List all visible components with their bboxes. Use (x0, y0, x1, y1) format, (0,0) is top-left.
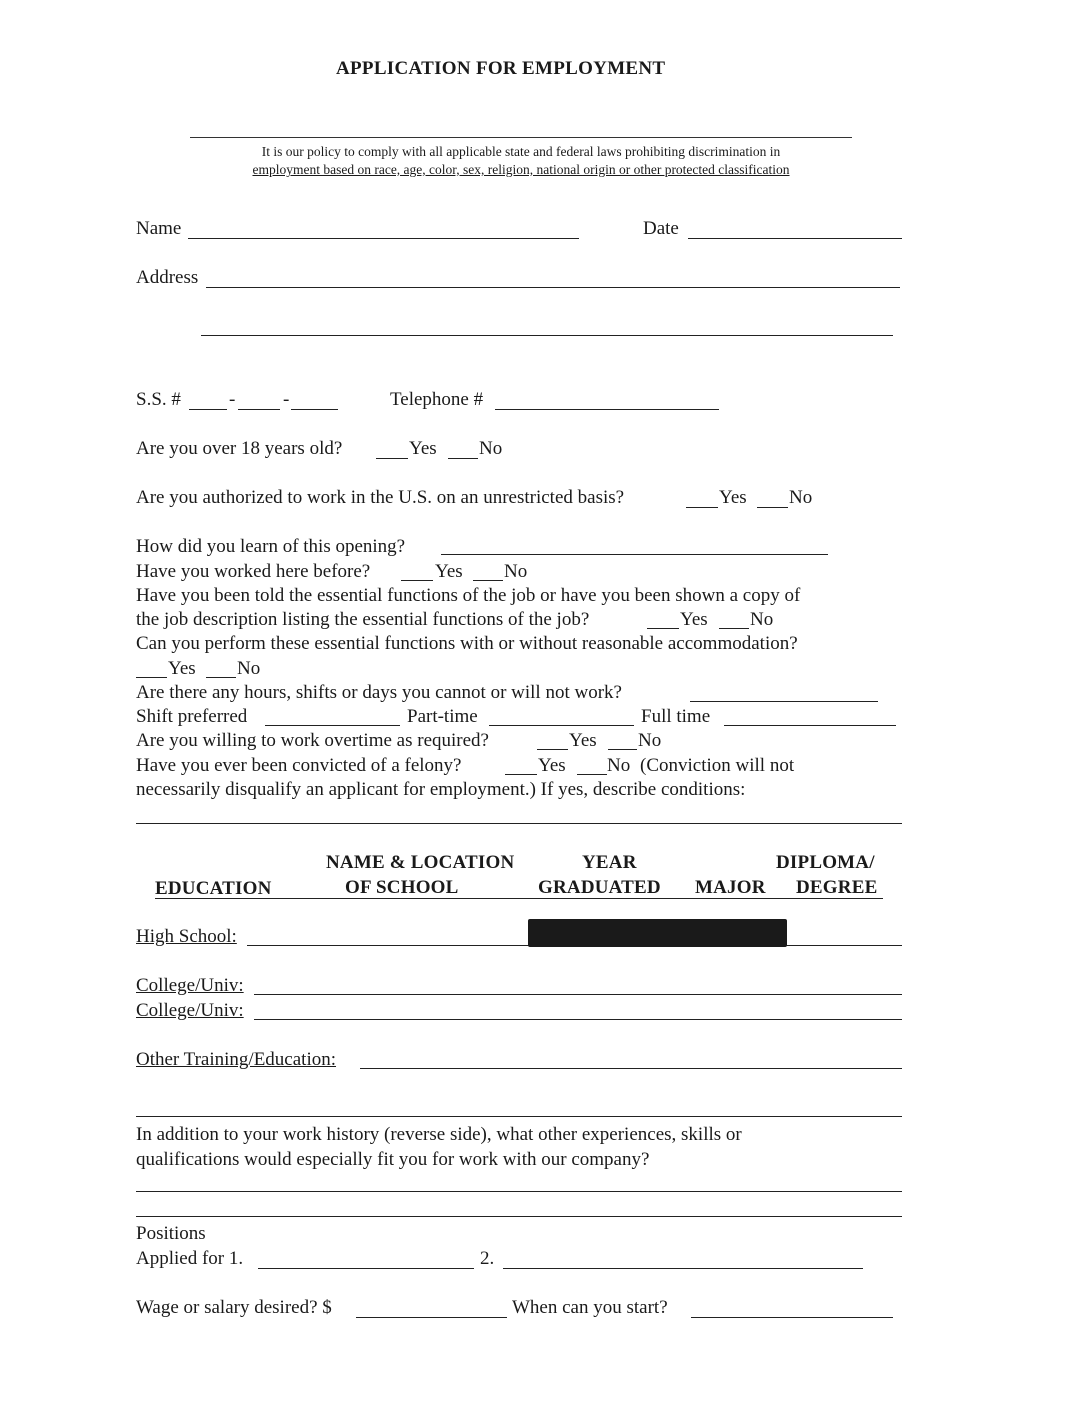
policy-statement (190, 143, 852, 179)
redaction-block (528, 919, 787, 947)
education-header-rule (155, 898, 883, 899)
told-yes-blank[interactable] (647, 628, 679, 629)
full-time-label: Full time (641, 706, 711, 727)
positions-label-line-1: Positions (136, 1223, 206, 1244)
col-header-year-line-1: YEAR (582, 852, 637, 873)
col-header-education: EDUCATION (155, 878, 272, 899)
authorized-no-blank[interactable] (757, 507, 788, 508)
shift-label: Shift preferred (136, 706, 248, 727)
positions-label-line-2: Applied for 1. (136, 1248, 244, 1269)
address-label: Address (136, 267, 199, 288)
over18-no-label: No (479, 438, 503, 459)
college-1-label: College/Univ: (136, 975, 244, 996)
address-field-line-2[interactable] (201, 335, 893, 336)
telephone-label: Telephone # (390, 389, 484, 410)
col-header-diploma-line-1: DIPLOMA/ (776, 852, 875, 873)
told-no-blank[interactable] (719, 628, 749, 629)
ss-field-part-1[interactable] (189, 409, 227, 410)
authorized-yes-label: Yes (719, 487, 747, 508)
worked-before-yes-blank[interactable] (401, 580, 433, 581)
date-field[interactable] (688, 238, 902, 239)
col-header-name-line-1: NAME & LOCATION (326, 852, 515, 873)
additional-field-line-1[interactable] (136, 1191, 902, 1192)
form-title: APPLICATION FOR EMPLOYMENT (336, 58, 666, 79)
felony-conditions-field[interactable] (136, 823, 902, 824)
position-1-field[interactable] (258, 1268, 474, 1269)
wage-label: Wage or salary desired? $ (136, 1297, 332, 1318)
perform-yes-label: Yes (168, 658, 196, 679)
authorized-yes-blank[interactable] (686, 507, 718, 508)
ss-dash-2: - (283, 389, 290, 410)
other-training-label: Other Training/Education: (136, 1049, 337, 1070)
policy-line-2: employment based on race, age, color, sex, religion, national origin or other protected classification (252, 162, 790, 177)
perform-no-blank[interactable] (206, 677, 236, 678)
part-time-field[interactable] (489, 725, 634, 726)
over18-question: Are you over 18 years old? (136, 438, 343, 459)
policy-line-1: It is our policy to comply with all applicable state and federal laws prohibiting discrimination in (261, 144, 781, 159)
worked-before-no-label: No (504, 561, 528, 582)
other-training-field-line-2[interactable] (136, 1116, 902, 1117)
col-header-major: MAJOR (695, 877, 766, 898)
other-training-field-line-1[interactable] (360, 1068, 902, 1069)
position-2-number: 2. (480, 1248, 495, 1269)
told-question-line-1: Have you been told the essential functions of the job or have you been shown a copy of (136, 585, 801, 606)
policy-top-rule (190, 137, 852, 138)
felony-no-label: No (607, 755, 631, 776)
col-header-diploma-line-2: DEGREE (796, 877, 878, 898)
overtime-yes-blank[interactable] (537, 749, 568, 750)
additional-question-line-1: In addition to your work history (reverse side), what other experiences, skills or (136, 1124, 742, 1145)
part-time-label: Part-time (407, 706, 478, 727)
col-header-name-line-2: OF SCHOOL (345, 877, 459, 898)
full-time-field[interactable] (724, 725, 896, 726)
high-school-label: High School: (136, 926, 237, 947)
learn-field[interactable] (441, 554, 828, 555)
ss-dash-1: - (229, 389, 236, 410)
felony-no-blank[interactable] (577, 774, 607, 775)
authorized-question: Are you authorized to work in the U.S. on an unrestricted basis? (136, 487, 625, 508)
college-2-label: College/Univ: (136, 1000, 244, 1021)
col-header-year-line-2: GRADUATED (538, 877, 661, 898)
over18-no-blank[interactable] (448, 458, 478, 459)
date-label: Date (643, 218, 679, 239)
felony-note: (Conviction will not (640, 755, 795, 776)
told-question-line-2: the job description listing the essential functions of the job? (136, 609, 590, 630)
telephone-field[interactable] (495, 409, 719, 410)
college-2-field[interactable] (254, 1019, 902, 1020)
overtime-no-label: No (638, 730, 662, 751)
told-no-label: No (750, 609, 774, 630)
address-field-line-1[interactable] (206, 287, 900, 288)
felony-question: Have you ever been convicted of a felony? (136, 755, 462, 776)
learn-question: How did you learn of this opening? (136, 536, 406, 557)
over18-yes-blank[interactable] (376, 458, 408, 459)
overtime-no-blank[interactable] (608, 749, 637, 750)
worked-before-question: Have you worked here before? (136, 561, 371, 582)
authorized-no-label: No (789, 487, 813, 508)
shift-field[interactable] (265, 725, 400, 726)
name-label: Name (136, 218, 182, 239)
position-2-field[interactable] (503, 1268, 863, 1269)
felony-question-line-2: necessarily disqualify an applicant for employment.) If yes, describe conditions: (136, 779, 746, 800)
perform-no-label: No (237, 658, 261, 679)
hours-field[interactable] (690, 701, 878, 702)
ss-field-part-3[interactable] (291, 409, 338, 410)
college-1-field[interactable] (254, 994, 902, 995)
overtime-question: Are you willing to work overtime as required? (136, 730, 489, 751)
over18-yes-label: Yes (409, 438, 437, 459)
felony-yes-blank[interactable] (505, 774, 537, 775)
wage-field[interactable] (356, 1317, 507, 1318)
ss-label: S.S. # (136, 389, 181, 410)
perform-question: Can you perform these essential functions with or without reasonable accommodation? (136, 633, 798, 654)
overtime-yes-label: Yes (569, 730, 597, 751)
name-field[interactable] (188, 238, 579, 239)
hours-question: Are there any hours, shifts or days you cannot or will not work? (136, 682, 622, 703)
additional-field-line-2[interactable] (136, 1216, 902, 1217)
additional-question-line-2: qualifications would especially fit you for work with our company? (136, 1149, 650, 1170)
felony-yes-label: Yes (538, 755, 566, 776)
start-field[interactable] (691, 1317, 893, 1318)
worked-before-no-blank[interactable] (473, 580, 503, 581)
ss-field-part-2[interactable] (238, 409, 280, 410)
start-label: When can you start? (512, 1297, 668, 1318)
told-yes-label: Yes (680, 609, 708, 630)
perform-yes-blank[interactable] (136, 677, 167, 678)
worked-before-yes-label: Yes (435, 561, 463, 582)
